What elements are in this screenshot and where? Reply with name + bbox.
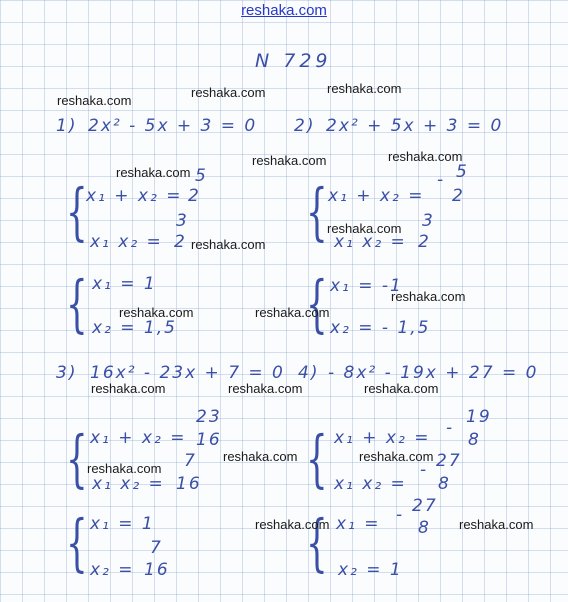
site-link[interactable]: reshaka.com [241,2,327,19]
ex4-prod-num: 27 [436,451,462,471]
ex1-prod-lhs: x₁ x₂ = [90,232,163,252]
watermark: reshaka.com [391,289,466,304]
watermark: reshaka.com [327,221,402,236]
watermark: reshaka.com [223,449,298,464]
ex4-root1-lhs: x₁ = [336,514,381,534]
ex4-root1-sign: - [396,505,405,525]
watermark: reshaka.com [191,237,266,252]
problem-number: N 729 [255,50,332,72]
ex3-prod-den: 16 [176,474,202,494]
ex1-roots-brace: { [66,267,88,340]
ex1-sum-den: 2 [188,186,201,206]
ex2-roots-brace: { [306,267,328,340]
ex3-sum-lhs: x₁ + x₂ = [90,428,187,448]
ex4-sum-sign: - [446,418,455,438]
watermark: reshaka.com [364,381,439,396]
ex4-label: 4) [298,363,320,383]
ex2-sum-sign: - [437,170,446,190]
ex1-sum-num: 5 [195,166,208,186]
watermark: reshaka.com [191,85,266,100]
ex3-equation: 16x² - 23x + 7 = 0 [90,363,285,383]
watermark: reshaka.com [91,381,166,396]
watermark: reshaka.com [255,305,330,320]
ex2-sum-num: 5 [456,162,469,182]
ex3-sum-den: 16 [196,430,222,450]
ex4-sum-den: 8 [468,430,481,450]
ex4-root2: x₂ = 1 [338,560,403,580]
watermark: reshaka.com [252,153,327,168]
ex4-prod-lhs: x₁ x₂ = [334,474,407,494]
ex2-system-brace: { [306,175,328,248]
ex4-root1-den: 8 [418,518,431,538]
watermark: reshaka.com [327,81,402,96]
ex4-equation: - 8x² - 19x + 27 = 0 [328,363,539,383]
watermark: reshaka.com [116,165,191,180]
ex2-sum-lhs: x₁ + x₂ = [328,186,425,206]
ex3-prod-num: 7 [184,451,197,471]
ex1-equation: 2x² - 5x + 3 = 0 [88,116,258,136]
ex4-prod-den: 8 [438,474,451,494]
ex4-sum-num: 19 [466,407,492,427]
ex3-root2-num: 7 [150,538,163,558]
ex1-system-brace: { [66,175,88,248]
ex2-root2: x₂ = - 1,5 [330,318,431,338]
ex3-prod-lhs: x₁ x₂ = [92,474,165,494]
watermark: reshaka.com [119,305,194,320]
ex3-root1: x₁ = 1 [90,514,155,534]
ex2-sum-den: 2 [452,186,465,206]
ex1-root1: x₁ = 1 [92,274,157,294]
ex2-prod-den: 2 [418,232,431,252]
ex3-system-brace: { [66,422,88,495]
ex3-sum-num: 23 [196,407,222,427]
ex2-root1: x₁ = -1 [330,276,403,296]
ex1-label: 1) [56,116,78,136]
watermark: reshaka.com [388,149,463,164]
ex4-roots-brace: { [306,506,328,579]
watermark: reshaka.com [57,93,132,108]
ex2-label: 2) [294,116,316,136]
ex1-sum-lhs: x₁ + x₂ = [86,186,183,206]
ex3-root2-lhs: x₂ = [90,560,135,580]
ex2-prod-lhs: x₁ x₂ = [334,232,407,252]
ex3-roots-brace: { [66,506,88,579]
ex2-prod-num: 3 [422,211,435,231]
ex1-prod-num: 3 [176,211,189,231]
watermark: reshaka.com [459,517,534,532]
ex3-label: 3) [56,363,78,383]
watermark: reshaka.com [87,461,162,476]
watermark: reshaka.com [359,449,434,464]
ex3-root2-den: 16 [144,560,170,580]
ex1-prod-den: 2 [174,232,187,252]
ex4-prod-sign: - [420,460,429,480]
ex4-system-brace: { [306,422,328,495]
watermark: reshaka.com [255,517,330,532]
watermark: reshaka.com [228,381,303,396]
ex4-root1-num: 27 [412,496,438,516]
ex4-sum-lhs: x₁ + x₂ = [334,428,431,448]
ex1-root2: x₂ = 1,5 [92,318,177,338]
ex2-equation: 2x² + 5x + 3 = 0 [326,116,504,136]
